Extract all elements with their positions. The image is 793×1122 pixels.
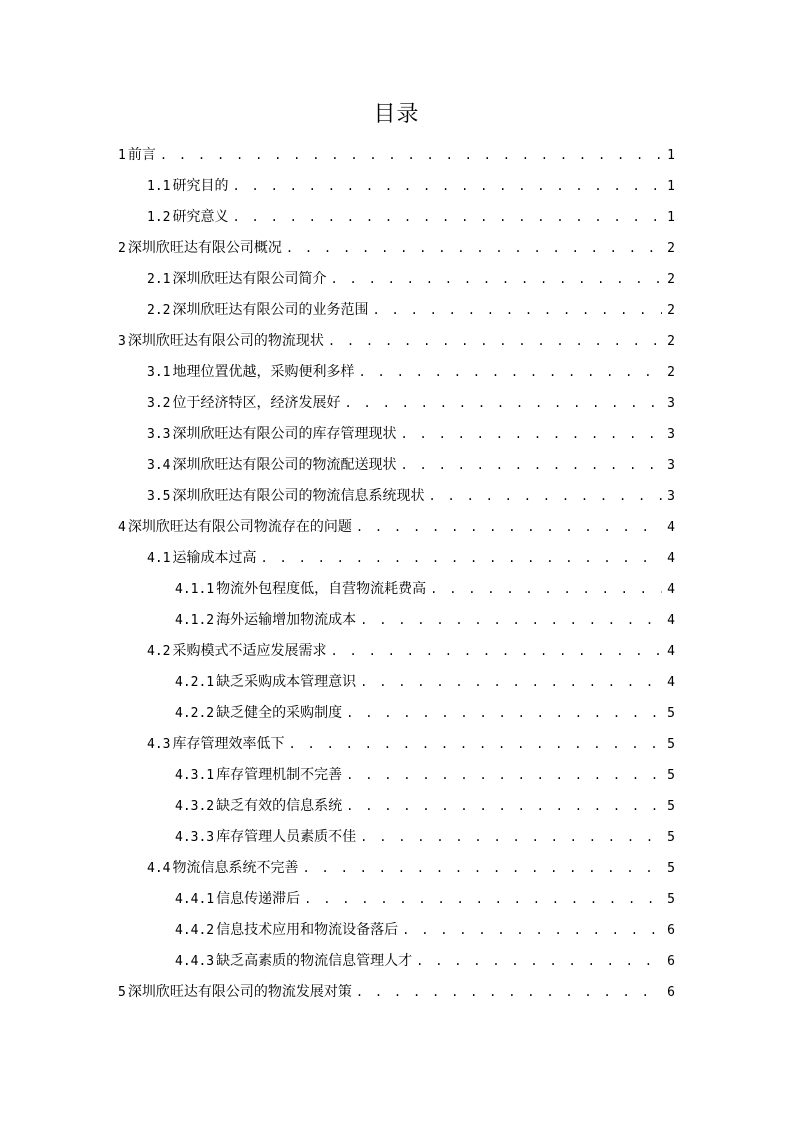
toc-entry-number: 3.5 (147, 489, 171, 504)
toc-entry-page-number: 5 (667, 830, 675, 845)
toc-entry-page-number: 3 (667, 396, 675, 411)
toc-entry[interactable] (118, 915, 675, 946)
toc-entry-title: 研究意义 (172, 209, 229, 225)
toc-entry-page-number: 1 (667, 210, 675, 225)
toc-entry-page-number: 6 (667, 985, 675, 1000)
toc-dot-leader (356, 977, 662, 1008)
toc-entry-number: 4.3.1 (175, 768, 215, 783)
toc-dot-leader (346, 698, 662, 729)
toc-entry-page-number: 4 (667, 520, 675, 535)
toc-entry-page-number: 5 (667, 706, 675, 721)
toc-entry-page-number: 4 (667, 675, 675, 690)
toc-entry[interactable] (118, 140, 675, 171)
toc-dot-leader (330, 264, 662, 295)
toc-entry[interactable] (118, 605, 675, 636)
toc-entry[interactable] (118, 667, 675, 698)
toc-entry-title: 采购模式不适应发展需求 (172, 643, 327, 659)
toc-entry-page-number: 4 (667, 613, 675, 628)
toc-entry-page-number: 2 (667, 303, 675, 318)
toc-entry-page-number: 4 (667, 644, 675, 659)
toc-entry-page-number: 1 (667, 179, 675, 194)
toc-dot-leader (430, 574, 662, 605)
toc-entry-number: 1 (118, 148, 126, 163)
toc-entry-title: 运输成本过高 (172, 550, 257, 566)
toc-entry-title: 深圳欣旺达有限公司的库存管理现状 (172, 426, 397, 442)
toc-entry-number: 3.1 (147, 365, 171, 380)
toc-entry-title: 库存管理效率低下 (172, 736, 285, 752)
toc-entry[interactable] (118, 946, 675, 977)
toc-entry[interactable] (118, 450, 675, 481)
toc-entry-number: 4.2 (147, 644, 171, 659)
toc-entry[interactable] (118, 760, 675, 791)
toc-entry-title: 信息技术应用和物流设备落后 (216, 922, 399, 938)
toc-entry[interactable] (118, 326, 675, 357)
toc-entry-page-number: 3 (667, 427, 675, 442)
toc-entry-number: 2 (118, 241, 126, 256)
toc-dot-leader (402, 915, 662, 946)
toc-dot-leader (330, 636, 662, 667)
toc-entry-title: 信息传递滞后 (216, 891, 301, 907)
toc-entry-number: 4.3.3 (175, 830, 215, 845)
toc-dot-leader (346, 760, 662, 791)
toc-entry-title: 深圳欣旺达有限公司的物流现状 (127, 333, 324, 349)
toc-dot-leader (346, 791, 662, 822)
toc-entry[interactable] (118, 357, 675, 388)
toc-entry-page-number: 4 (667, 551, 675, 566)
toc-dot-leader (286, 233, 662, 264)
toc-entry-number: 1.1 (147, 179, 171, 194)
toc-entry-number: 4.1.2 (175, 613, 215, 628)
toc-dot-leader (232, 171, 662, 202)
toc-dot-leader (356, 512, 662, 543)
toc-entry[interactable] (118, 853, 675, 884)
toc-entry-title: 深圳欣旺达有限公司简介 (172, 271, 327, 287)
page-title: 目录 (373, 102, 420, 127)
toc-entry[interactable] (118, 233, 675, 264)
toc-entry-page-number: 4 (667, 582, 675, 597)
toc-entry-number: 5 (118, 985, 126, 1000)
toc-entry-page-number: 2 (667, 334, 675, 349)
toc-entry[interactable] (118, 388, 675, 419)
toc-entry[interactable] (118, 171, 675, 202)
toc-entry-page-number: 5 (667, 737, 675, 752)
toc-entry-title: 深圳欣旺达有限公司概况 (127, 240, 282, 256)
toc-entry[interactable] (118, 574, 675, 605)
toc-entry[interactable] (118, 419, 675, 450)
toc-entry[interactable] (118, 822, 675, 853)
toc-entry-page-number: 2 (667, 241, 675, 256)
toc-dot-leader (358, 357, 662, 388)
toc-entry-page-number: 2 (667, 365, 675, 380)
toc-entry-number: 1.2 (147, 210, 171, 225)
toc-entry-number: 2.1 (147, 272, 171, 287)
toc-entry-title: 物流外包程度低，自营物流耗费高 (216, 581, 427, 597)
toc-entry-title: 缺乏有效的信息系统 (216, 798, 343, 814)
toc-entry-title: 缺乏采购成本管理意识 (216, 674, 357, 690)
toc-entry-title: 库存管理机制不完善 (216, 767, 343, 783)
toc-entry[interactable] (118, 481, 675, 512)
toc-dot-leader (416, 946, 662, 977)
toc-entry-page-number: 1 (667, 148, 675, 163)
toc-entry-title: 位于经济特区，经济发展好 (172, 395, 341, 411)
toc-entry[interactable] (118, 295, 675, 326)
toc-entry-title: 深圳欣旺达有限公司物流存在的问题 (127, 519, 352, 535)
table-of-contents (118, 140, 675, 1008)
toc-entry[interactable] (118, 791, 675, 822)
toc-entry-title: 研究目的 (172, 178, 229, 194)
toc-entry-number: 4.2.2 (175, 706, 215, 721)
toc-entry-title: 物流信息系统不完善 (172, 860, 299, 876)
toc-entry-title: 深圳欣旺达有限公司的物流发展对策 (127, 984, 352, 1000)
toc-entry-number: 3.3 (147, 427, 171, 442)
toc-entry-title: 缺乏高素质的物流信息管理人才 (216, 953, 413, 969)
toc-entry-page-number: 5 (667, 892, 675, 907)
toc-entry-title: 海外运输增加物流成本 (216, 612, 357, 628)
toc-entry-title: 库存管理人员素质不佳 (216, 829, 357, 845)
toc-dot-leader (344, 388, 662, 419)
toc-entry-page-number: 3 (667, 458, 675, 473)
toc-entry-number: 4.4 (147, 861, 171, 876)
toc-dot-leader (304, 884, 662, 915)
toc-entry-title: 地理位置优越，采购便利多样 (172, 364, 355, 380)
toc-entry[interactable] (118, 884, 675, 915)
toc-entry[interactable] (118, 729, 675, 760)
toc-dot-leader (400, 419, 662, 450)
toc-entry-number: 4.1.1 (175, 582, 215, 597)
toc-entry-page-number: 6 (667, 954, 675, 969)
toc-dot-leader (428, 481, 662, 512)
toc-entry[interactable] (118, 977, 675, 1008)
toc-entry-title: 缺乏健全的采购制度 (216, 705, 343, 721)
toc-entry-page-number: 6 (667, 923, 675, 938)
toc-dot-leader (232, 202, 662, 233)
toc-entry-page-number: 5 (667, 861, 675, 876)
toc-entry-page-number: 3 (667, 489, 675, 504)
toc-dot-leader (302, 853, 662, 884)
toc-entry-number: 2.2 (147, 303, 171, 318)
toc-dot-leader (360, 822, 662, 853)
toc-entry[interactable] (118, 512, 675, 543)
toc-dot-leader (360, 605, 662, 636)
toc-entry-number: 4.4.3 (175, 954, 215, 969)
toc-entry[interactable] (118, 698, 675, 729)
toc-dot-leader (400, 450, 662, 481)
toc-entry-title: 前言 (127, 147, 156, 163)
toc-entry-number: 4.1 (147, 551, 171, 566)
toc-entry-title: 深圳欣旺达有限公司的物流信息系统现状 (172, 488, 425, 504)
toc-entry-number: 4.3.2 (175, 799, 215, 814)
toc-dot-leader (328, 326, 662, 357)
toc-entry-number: 4 (118, 520, 126, 535)
toc-dot-leader (372, 295, 662, 326)
toc-entry-number: 4.3 (147, 737, 171, 752)
toc-entry-number: 3 (118, 334, 126, 349)
toc-entry[interactable] (118, 264, 675, 295)
toc-entry-page-number: 5 (667, 799, 675, 814)
toc-entry-number: 4.2.1 (175, 675, 215, 690)
toc-entry-title: 深圳欣旺达有限公司的业务范围 (172, 302, 369, 318)
toc-dot-leader (360, 667, 662, 698)
toc-dot-leader (288, 729, 662, 760)
toc-entry-number: 3.4 (147, 458, 171, 473)
toc-entry-title: 深圳欣旺达有限公司的物流配送现状 (172, 457, 397, 473)
toc-dot-leader (160, 140, 662, 171)
toc-entry-page-number: 5 (667, 768, 675, 783)
toc-entry[interactable] (118, 636, 675, 667)
toc-entry-page-number: 2 (667, 272, 675, 287)
toc-entry-number: 3.2 (147, 396, 171, 411)
toc-entry-number: 4.4.1 (175, 892, 215, 907)
toc-entry[interactable] (118, 202, 675, 233)
toc-dot-leader (260, 543, 662, 574)
toc-entry[interactable] (118, 543, 675, 574)
toc-entry-number: 4.4.2 (175, 923, 215, 938)
